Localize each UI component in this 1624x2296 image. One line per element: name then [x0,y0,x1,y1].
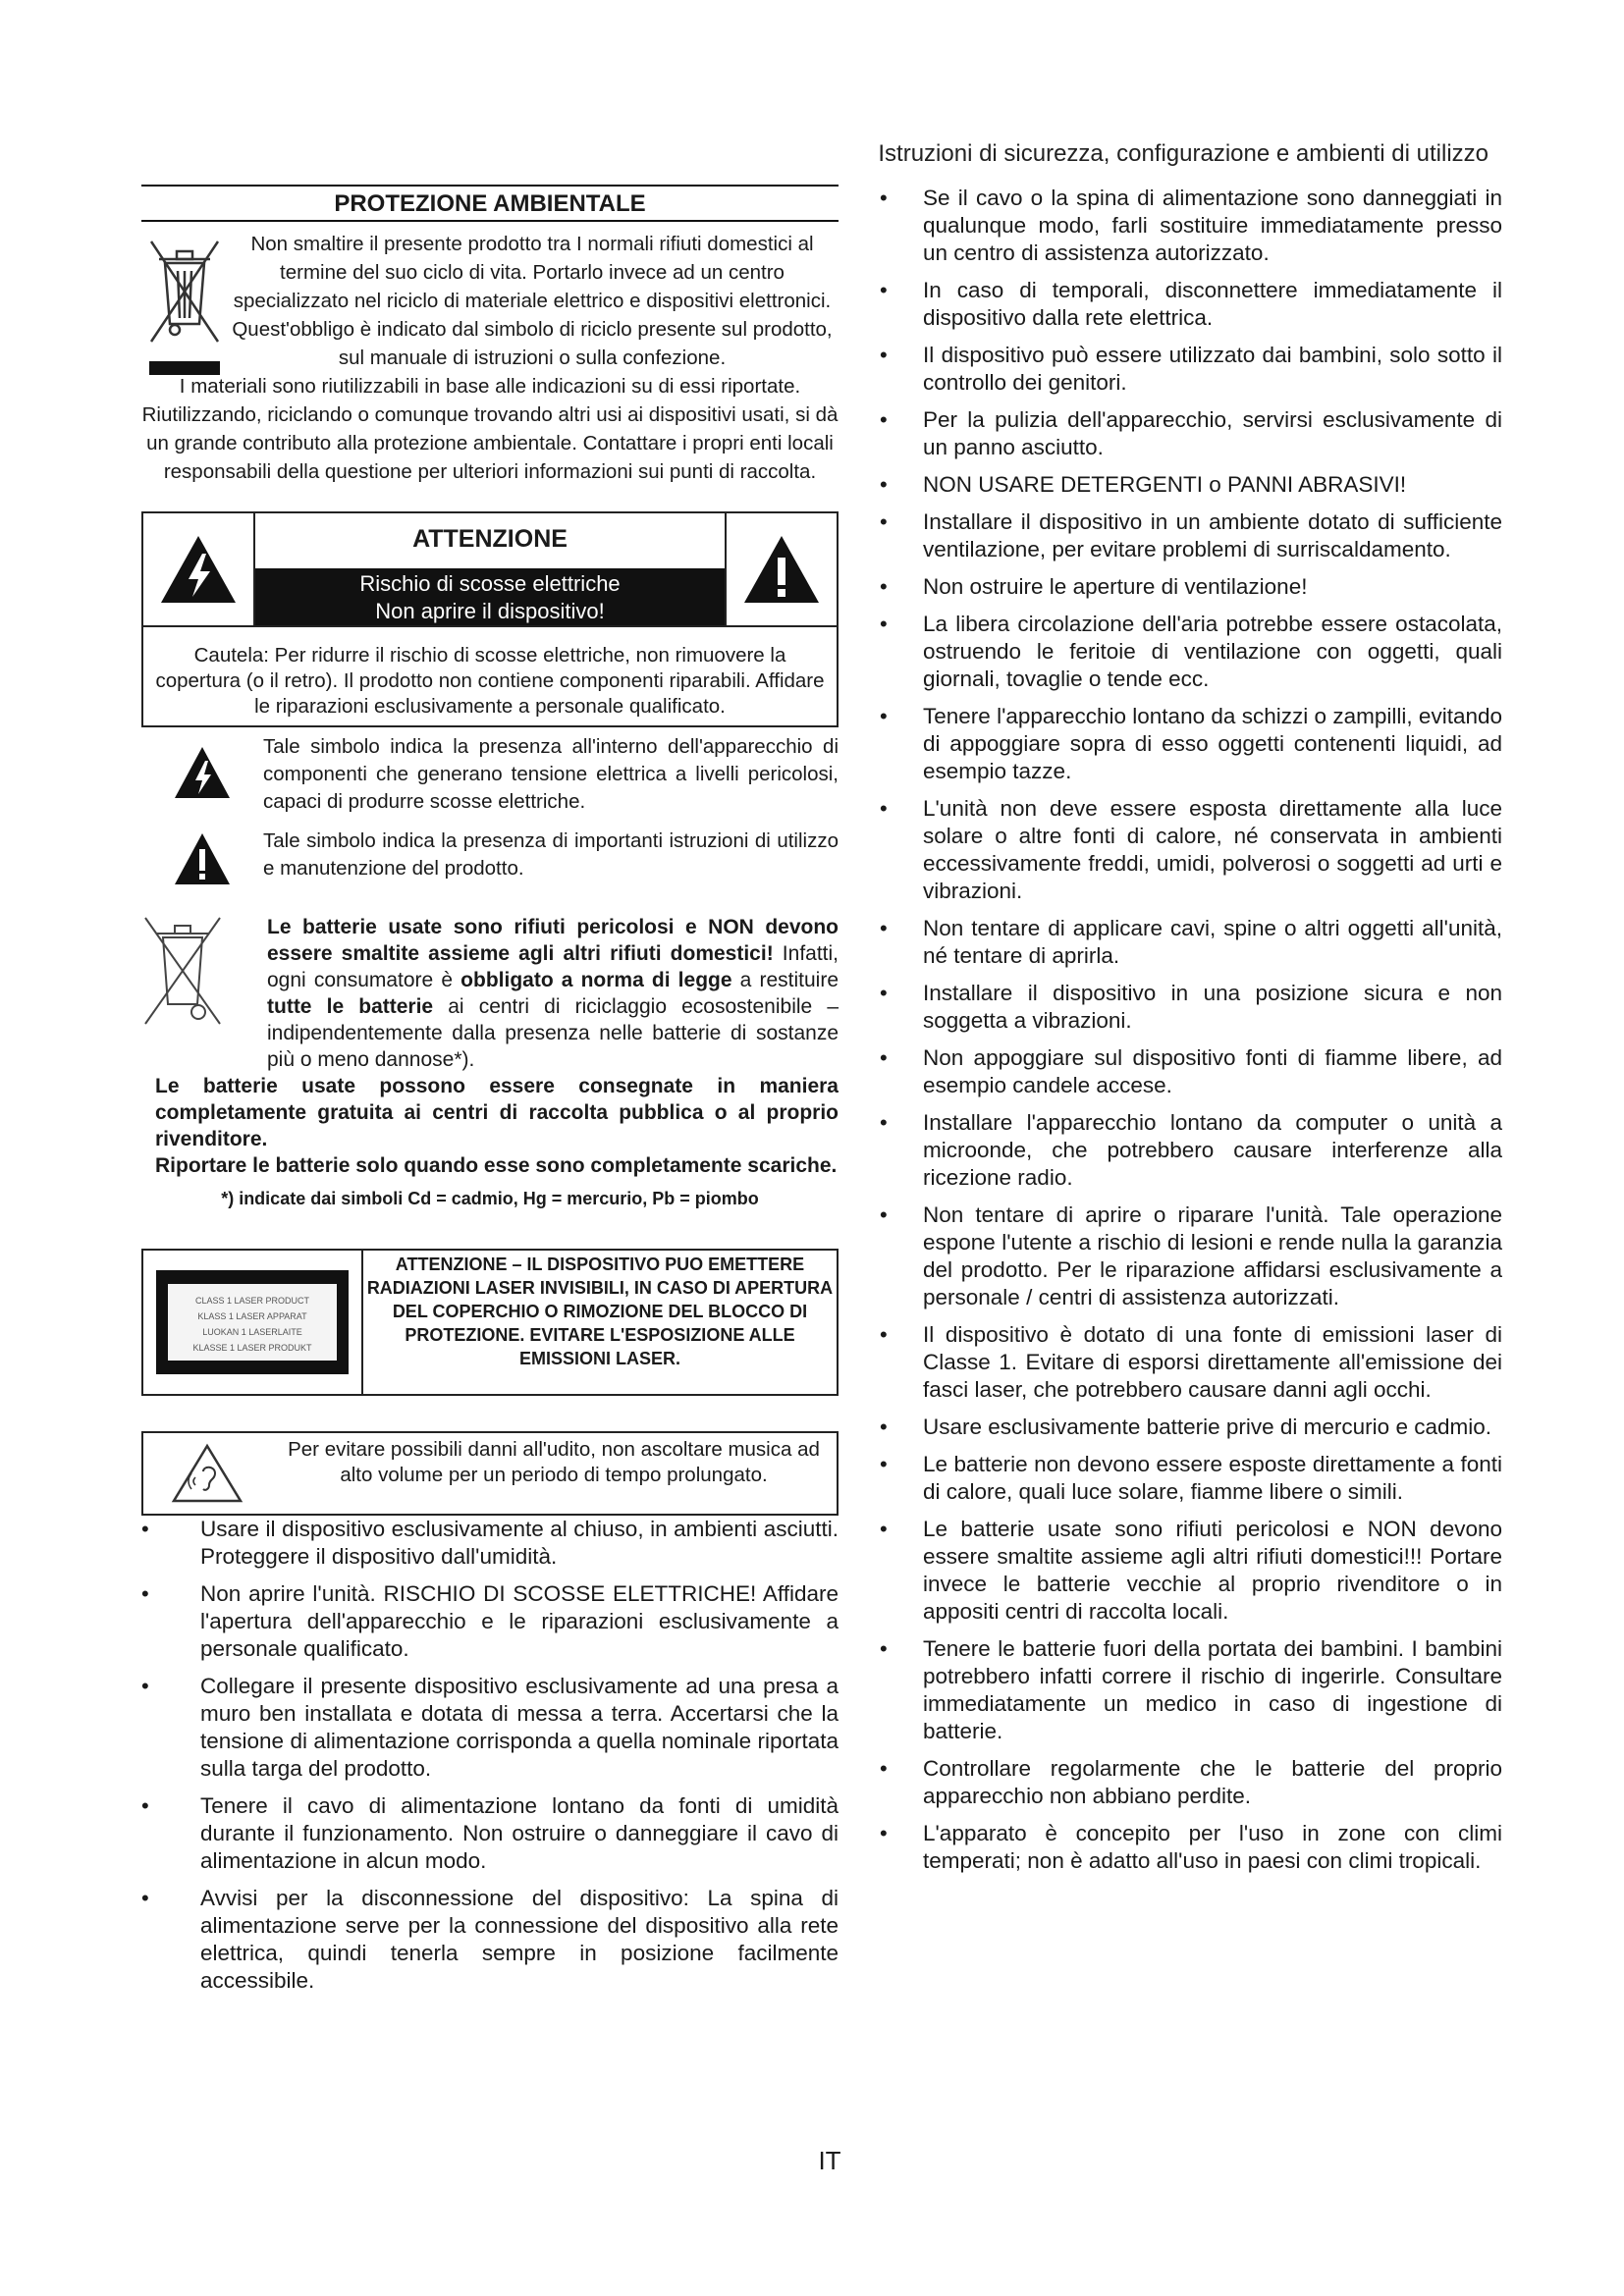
list-item: • Non appoggiare sul dispositivo fonti di fiamme libere, ad esempio candele accese. [874,1044,1502,1099]
battery-note: *) indicate dai simboli Cd = cadmio, Hg = mercurio, Pb = piombo [221,1189,759,1208]
list-item: • NON USARE DETERGENTI o PANNI ABRASIVI! [874,471,1502,499]
lightning-warning-icon [157,532,240,607]
battery-text-5: tutte le batterie [267,995,434,1018]
list-item: • Per la pulizia dell'apparecchio, servirsi esclusivamente di un panno asciutto. [874,406,1502,461]
exclamation-symbol-icon [173,831,232,886]
list-item: • Tenere le batterie fuori della portata dei bambini. I bambini potrebbero infatti correre il rischio di ingerirle. Consultare immediatamente un medico in caso di ingestione di batterie. [874,1635,1502,1745]
list-item: • Collegare il presente dispositivo esclusivamente ad una presa a muro ben installata e dotata di messa a terra. Accertarsi che la tensione di alimentazione corrisponda a quella nominale riportata sulla targa del prodotto. [141,1673,839,1783]
list-item: • Installare il dispositivo in una posizione sicura e non soggetta a vibrazioni. [874,980,1502,1035]
page-header: Istruzioni di sicurezza, configurazione e ambienti di utilizzo [878,140,1489,167]
attention-box [141,511,839,727]
battery-bin-icon [141,914,224,1032]
lightning-symbol-text: Tale simbolo indica la presenza all'interno dell'apparecchio di componenti che generano tensione elettrica a livelli pericolosi, capaci di produrre scosse elettriche. [263,735,839,813]
list-item: • Installare l'apparecchio lontano da computer o unità a microonde, che potrebbero causare interferenze alla ricezione radio. [874,1109,1502,1192]
hearing-warning-text: Per evitare possibili danni all'udito, non ascoltare musica ad alto volume per un periodo di tempo prolungato. [288,1438,820,1486]
list-item: • Avvisi per la disconnessione del dispositivo: La spina di alimentazione serve per la connessione del dispositivo alla rete elettrica, quindi tenerla sempre in posizione facilmente accessibile. [141,1885,839,1995]
environment-title: PROTEZIONE AMBIENTALE [141,185,839,222]
attention-line-1: Rischio di scosse elettriche [359,571,621,596]
list-item: • Il dispositivo può essere utilizzato dai bambini, solo sotto il controllo dei genitori. [874,342,1502,397]
battery-text-3: obbligato a norma di legge [460,969,732,991]
page-footer: IT [818,2146,841,2175]
laser-label-line-2: KLASS 1 LASER APPARAT [197,1311,307,1321]
symbol-exclamation-row [141,828,839,886]
battery-text-2: Infatti, ogni consumatore è [267,942,839,991]
hearing-warning-icon [170,1442,244,1505]
laser-label-line-3: LUOKAN 1 LASERLAITE [202,1327,302,1337]
laser-label-line-4: KLASSE 1 LASER PRODUKT [192,1343,312,1353]
battery-section [141,914,839,1209]
battery-text-rest [155,1073,839,1179]
crossed-bin-icon [145,234,224,381]
attention-title: ATTENZIONE [412,525,568,553]
battery-text-4: a restituire [731,969,839,991]
attention-caution: Cautela: Per ridurre il rischio di scosse elettriche, non rimuovere la copertura (o il retro). Il prodotto non contiene componenti riparabili. Affidare le riparazioni esclusivamente a personale qualificato. [155,644,825,718]
laser-label-line-1: CLASS 1 LASER PRODUCT [194,1296,310,1306]
list-item: • Installare il dispositivo in un ambiente dotato di sufficiente ventilazione, per evitare problemi di surriscaldamento. [874,508,1502,563]
battery-text-7: Le batterie usate possono essere consegnate in maniera completamente gratuita ai centri di raccolta pubblica o al proprio rivenditore. [155,1075,839,1150]
list-item: • L'unità non deve essere esposta direttamente alla luce solare o altre fonti di calore, né conservata in ambienti eccessivamente freddi, umidi, polverosi o soggetti ad urti e vibrazioni. [874,795,1502,905]
list-item: • Le batterie non devono essere esposte direttamente a fonti di calore, quali luce solare, fiamme libere o simili. [874,1451,1502,1506]
hearing-warning-box [141,1431,839,1516]
list-item: • Tenere il cavo di alimentazione lontano da fonti di umidità durante il funzionamento. Non ostruire o danneggiare il cavo di alimentazione in alcun modo. [141,1792,839,1875]
environment-section [141,230,839,486]
battery-warning-bold: Le batterie usate sono rifiuti pericolosi e NON devono essere smaltite assieme agli altri rifiuti domestici! [267,916,839,965]
exclamation-warning-icon [740,532,823,607]
list-item: • In caso di temporali, disconnettere immediatamente il dispositivo dalla rete elettrica. [874,277,1502,332]
right-column [874,185,1502,1885]
right-bullet-list [874,185,1502,1875]
list-item: • Non tentare di aprire o riparare l'unità. Tale operazione espone l'utente a rischio di lesioni e rende nulla la garanzia del prodotto. Per le riparazione affidarsi esclusivamente a personale / centri di assistenza autorizzati. [874,1201,1502,1311]
exclamation-symbol-text: Tale simbolo indica la presenza di importanti istruzioni di utilizzo e manutenzione del prodotto. [263,829,839,880]
list-item: • L'apparato è concepito per l'uso in zone con climi temperati; non è adatto all'uso in paesi con climi tropicali. [874,1820,1502,1875]
left-bullet-list [141,1516,839,1995]
environment-text-2: I materiali sono riutilizzabili in base alle indicazioni su di essi riportate. Riutilizzando, riciclando o comunque trovando altri usi ai dispositivi usati, si dà un grande contributo alla protezione ambientale. Contattare i propri enti locali responsabili della questione per ulteriori informazioni sui punti di raccolta. [141,375,839,483]
list-item: • Usare esclusivamente batterie prive di mercurio e cadmio. [874,1414,1502,1441]
list-item: • Se il cavo o la spina di alimentazione sono danneggiati in qualunque modo, farli sostituire immediatamente presso un centro di assistenza autorizzato. [874,185,1502,267]
list-item: • Controllare regolarmente che le batterie del proprio apparecchio non abbiano perdite. [874,1755,1502,1810]
lightning-symbol-icon [173,745,232,800]
list-item: • La libera circolazione dell'aria potrebbe essere ostacolata, ostruendo le feritoie di ventilazione con oggetti, quali giornali, tovaglie o tende ecc. [874,611,1502,693]
laser-label-image [154,1268,351,1376]
list-item: • Le batterie usate sono rifiuti pericolosi e NON devono essere smaltite assieme agli altri rifiuti domestici!!! Portare invece le batterie vecchie al proprio rivenditore o in appositi centri di raccolta locali. [874,1516,1502,1626]
laser-warning-text: ATTENZIONE – IL DISPOSITIVO PUO EMETTERE RADIAZIONI LASER INVISIBILI, IN CASO DI APERTURA DEL COPERCHIO O RIMOZIONE DEL BLOCCO DI PROTEZIONE. EVITARE L'ESPOSIZIONE ALLE EMISSIONI LASER. [366,1255,834,1368]
laser-warning-box [141,1249,839,1396]
left-column [141,185,839,2004]
list-item: • Il dispositivo è dotato di una fonte di emissioni laser di Classe 1. Evitare di esporsi direttamente all'emissione dei fasci laser, che potrebbero causare danni agli occhi. [874,1321,1502,1404]
list-item: • Tenere l'apparecchio lontano da schizzi o zampilli, evitando di appoggiare sopra di esso oggetti contenenti liquidi, ad esempio tazze. [874,703,1502,785]
list-item: • Non tentare di applicare cavi, spine o altri oggetti all'unità, né tentare di aprirla. [874,915,1502,970]
attention-warning-band [255,568,725,625]
battery-text-8: Riportare le batterie solo quando esse sono completamente scariche. [155,1154,838,1177]
battery-text-6: ai centri di riciclaggio ecosostenibile – indipendentemente dalla presenza nelle batterie di sostanze più o meno dannose*). [267,995,839,1071]
list-item: • Non ostruire le aperture di ventilazione! [874,573,1502,601]
list-item: • Non aprire l'unità. RISCHIO DI SCOSSE ELETTRICHE! Affidare l'apertura dell'apparecchio e le riparazioni esclusivamente a personale qualificato. [141,1580,839,1663]
attention-line-2: Non aprire il dispositivo! [375,599,605,623]
environment-text-1: Non smaltire il presente prodotto tra I normali rifiuti domestici al termine del suo ciclo di vita. Portarlo invece ad un centro specializzato nel riciclo di materiale elettrico e dispositivi elettronici. Quest'obbligo è indicato dal simbolo di riciclo presente sul prodotto, sul manuale di istruzioni o sulla confezione. [232,233,833,369]
battery-text-top [267,914,839,1073]
list-item: • Usare il dispositivo esclusivamente al chiuso, in ambienti asciutti. Proteggere il dispositivo dall'umidità. [141,1516,839,1571]
symbol-lightning-row [141,733,839,816]
